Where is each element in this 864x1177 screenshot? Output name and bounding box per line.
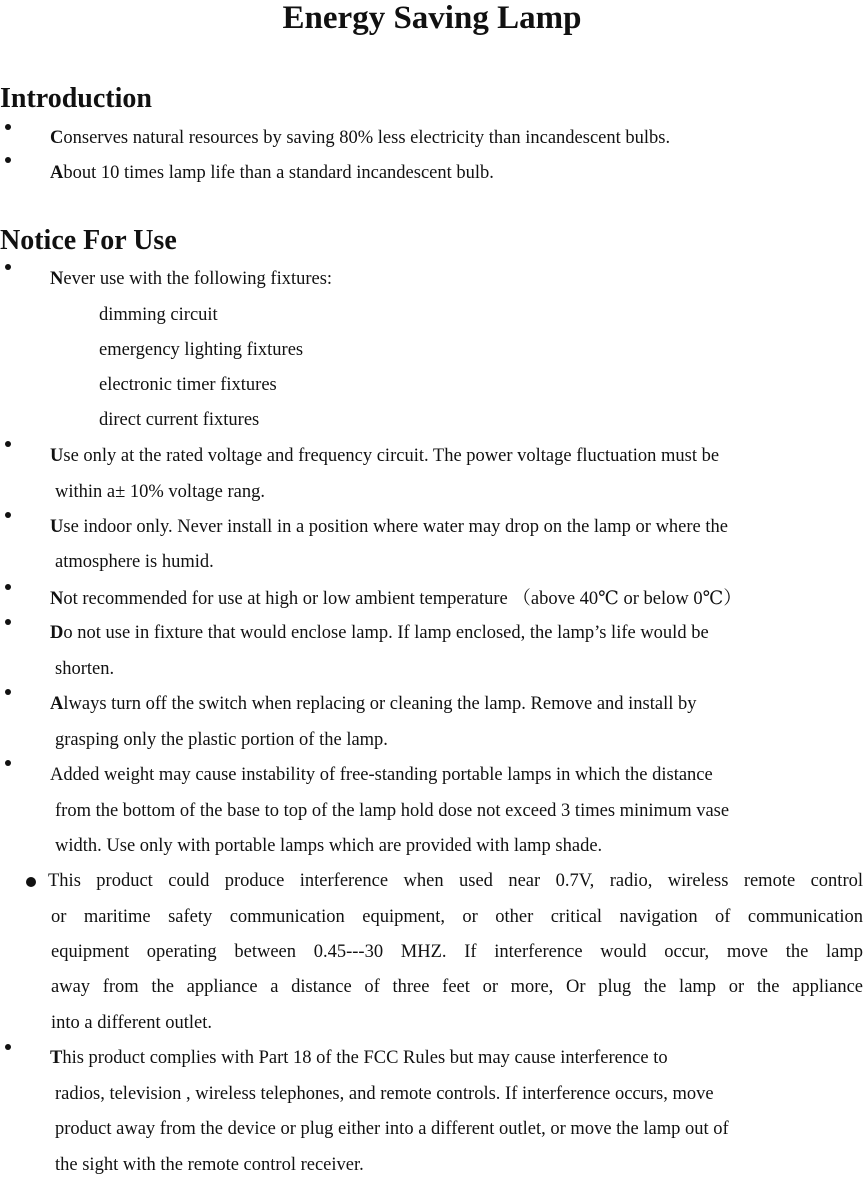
intro-item-2-text: bout 10 times lamp life than a standard incandescent bulb. <box>63 163 494 183</box>
intro-item-1-text: onserves natural resources by saving 80% less electricity than incandescent bulbs. <box>63 128 671 148</box>
bullet-icon <box>5 124 11 130</box>
fixture-item: emergency lighting fixtures <box>99 340 304 360</box>
notice-item-8-line-3: equipment operating between 0.45---30 MHZ. If interference would occur, move the lamp <box>51 942 863 962</box>
notice-item-9-line-4: the sight with the remote control receiver. <box>55 1155 364 1175</box>
bullet-icon <box>5 157 11 163</box>
bullet-icon <box>5 619 11 625</box>
fixture-item: dimming circuit <box>99 305 218 325</box>
notice-item-8-line-4: away from the appliance a distance of three feet or more, Or plug the lamp or the appliance <box>51 977 863 997</box>
notice-item-5-initial: D <box>50 623 64 643</box>
notice-item-7-line-2: from the bottom of the base to top of the lamp hold dose not exceed 3 times minimum vase <box>55 801 730 821</box>
notice-item-8-line-1: This product could produce interference when used near 0.7V, radio, wireless remote control <box>48 871 863 891</box>
notice-item-3-continued: atmosphere is humid. <box>55 552 214 572</box>
notice-item-9-line-3: product away from the device or plug either into a different outlet, or move the lamp out of <box>55 1119 729 1139</box>
bullet-icon <box>5 512 11 518</box>
bullet-large-icon <box>26 877 36 887</box>
notice-item-7-line-1: Added weight may cause instability of free-standing portable lamps in which the distance <box>50 765 713 785</box>
notice-item-3-initial: U <box>50 517 64 537</box>
notice-item-2-text: se only at the rated voltage and frequency circuit. The power voltage fluctuation must be <box>63 446 720 466</box>
intro-item-2-initial: A <box>50 163 64 183</box>
notice-item-4 <box>50 587 864 611</box>
notice-item-3-text: se indoor only. Never install in a position where water may drop on the lamp or where the <box>63 517 728 537</box>
notice-item-2-initial: U <box>50 446 64 466</box>
notice-item-8-line-2: or maritime safety communication equipment, or other critical navigation of communication <box>51 907 863 927</box>
notice-item-5-text: o not use in fixture that would enclose lamp. If lamp enclosed, the lamp’s life would be <box>63 623 709 643</box>
intro-item-1-initial: C <box>50 128 64 148</box>
notice-item-9-line-2: radios, television , wireless telephones, and remote controls. If interference occurs, move <box>55 1084 714 1104</box>
notice-item-2 <box>50 444 864 468</box>
notice-item-7-line-3: width. Use only with portable lamps which are provided with lamp shade. <box>55 836 603 856</box>
notice-item-5-continued: shorten. <box>55 659 115 679</box>
notice-item-2-continued: within a± 10% voltage rang. <box>55 482 266 502</box>
notice-item-1-text: ever use with the following fixtures: <box>63 269 333 289</box>
notice-item-6-text: lways turn off the switch when replacing or cleaning the lamp. Remove and install by <box>63 694 697 714</box>
notice-item-9 <box>50 1046 864 1070</box>
notice-item-6 <box>50 692 864 716</box>
page-title: Energy Saving Lamp <box>282 0 582 36</box>
intro-item-1 <box>50 126 864 150</box>
fixture-item: direct current fixtures <box>99 410 260 430</box>
notice-item-6-initial: A <box>50 694 64 714</box>
bullet-icon <box>5 441 11 447</box>
notice-item-1 <box>50 267 864 291</box>
introduction-heading: Introduction <box>0 83 152 114</box>
bullet-icon <box>5 584 11 590</box>
intro-item-2 <box>50 161 864 185</box>
notice-item-9-initial: T <box>50 1048 63 1068</box>
bullet-icon <box>5 760 11 766</box>
bullet-icon <box>5 1044 11 1050</box>
notice-item-8-line-5: into a different outlet. <box>51 1013 212 1033</box>
notice-item-1-initial: N <box>50 269 64 289</box>
notice-item-6-continued: grasping only the plastic portion of the lamp. <box>55 730 388 750</box>
notice-item-5 <box>50 621 864 645</box>
notice-item-3 <box>50 515 864 539</box>
notice-heading: Notice For Use <box>0 225 177 256</box>
bullet-icon <box>5 689 11 695</box>
bullet-icon <box>5 264 11 270</box>
notice-item-4-initial: N <box>50 589 64 609</box>
fixture-item: electronic timer fixtures <box>99 375 277 395</box>
notice-item-9-text: his product complies with Part 18 of the FCC Rules but may cause interference to <box>62 1048 668 1068</box>
notice-item-4-text: ot recommended for use at high or low ambient temperature （above 40℃ or below 0℃） <box>63 589 742 609</box>
